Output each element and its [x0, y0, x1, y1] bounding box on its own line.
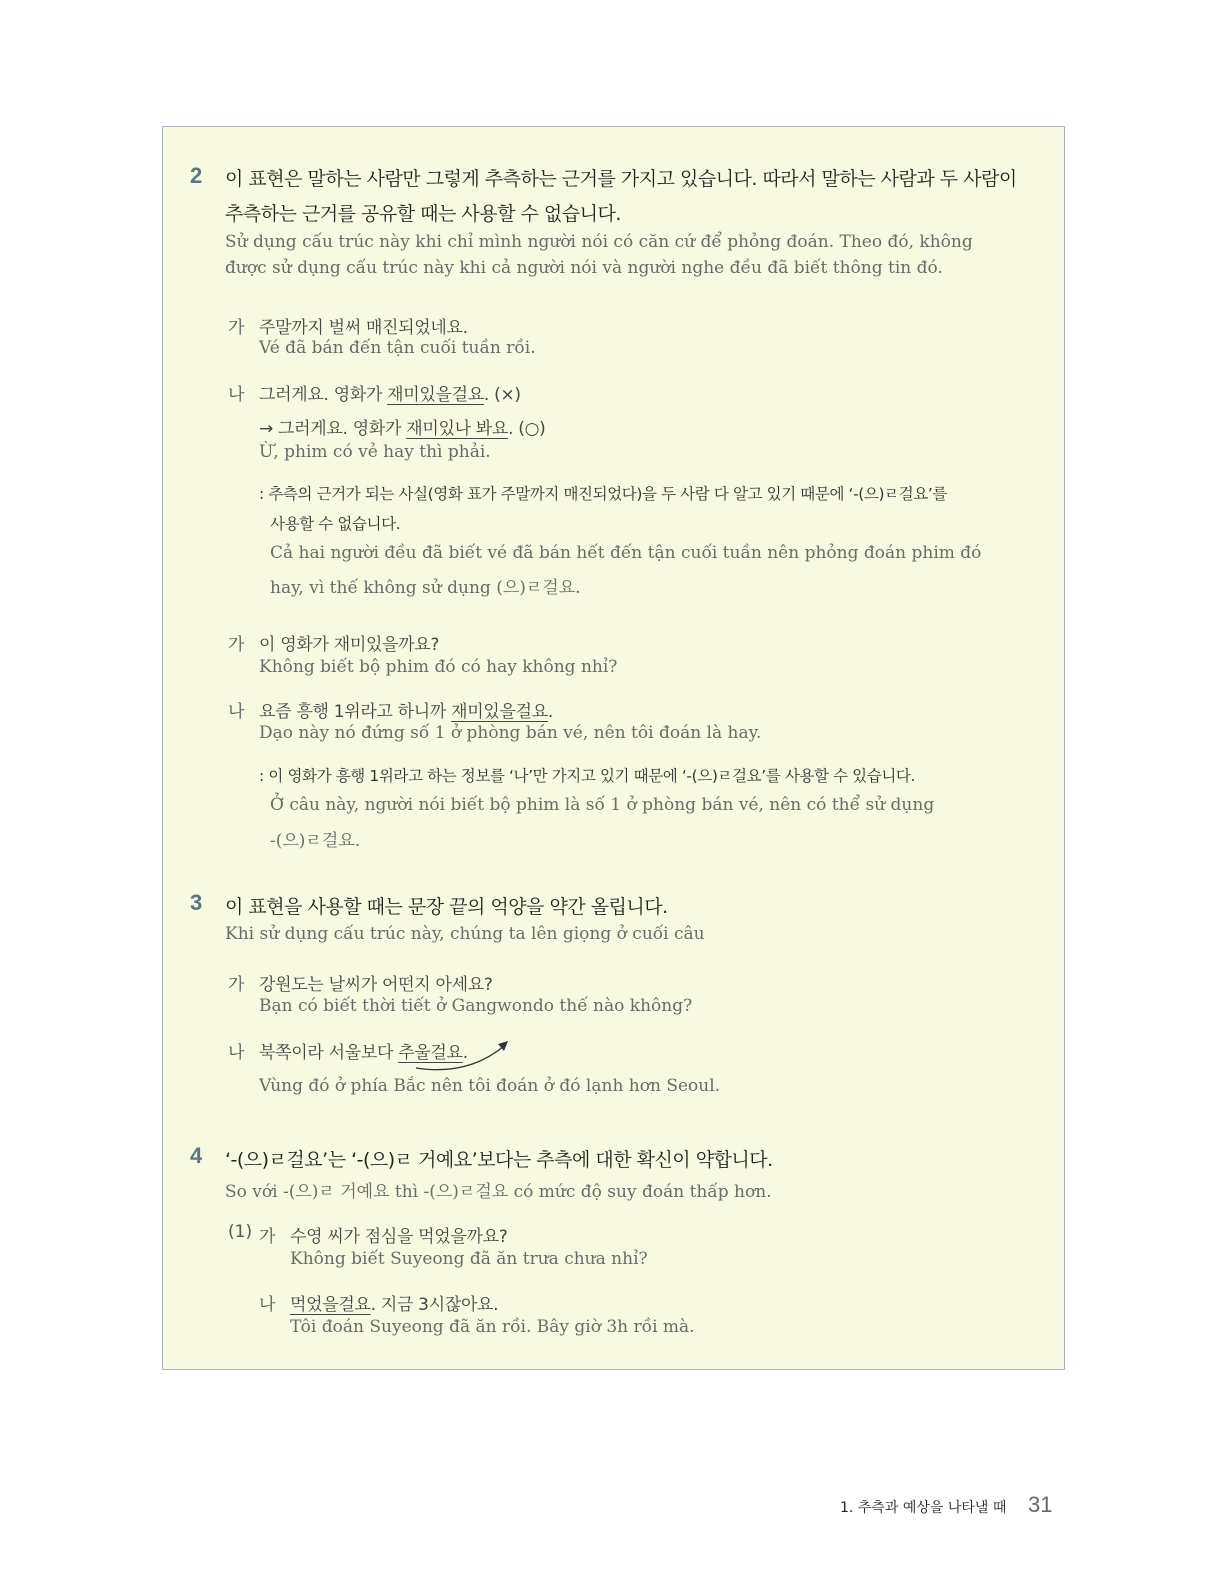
example-korean: 이 영화가 재미있을까요?: [259, 635, 440, 655]
example-korean: 수영 씨가 점심을 먹었을까요?: [290, 1227, 508, 1247]
speaker-mark: 나: [228, 1043, 245, 1063]
underlined-expression: 먹었을걸요: [290, 1295, 371, 1315]
example-label: (1): [228, 1222, 253, 1242]
section-heading: 이 표현을 사용할 때는 문장 끝의 억양을 약간 올립니다.: [225, 896, 668, 918]
underlined-expression: 추울걸요: [398, 1043, 463, 1063]
example-korean-correction: → 그러게요. 영화가 재미있나 봐요. (○): [259, 419, 546, 439]
example-translation: Không biết Suyeong đã ăn trưa chưa nhỉ?: [290, 1249, 648, 1269]
example-translation: Dạo này nó đứng số 1 ở phòng bán vé, nên tôi đoán là hay.: [259, 723, 762, 743]
rising-intonation-arrow-icon: [408, 1036, 518, 1076]
note-korean: : 이 영화가 흥행 1위라고 하는 정보를 ‘나’만 가지고 있기 때문에 ‘-(으)ㄹ걸요’를 사용할 수 있습니다.: [259, 767, 915, 785]
example-korean: 북쪽이라 서울보다 추울걸요.: [259, 1043, 468, 1063]
example-translation: Không biết bộ phim đó có hay không nhỉ?: [259, 657, 618, 677]
speaker-mark: 나: [228, 385, 245, 405]
example-korean: 주말까지 벌써 매진되었네요.: [259, 318, 468, 338]
translation: So với -(으)ㄹ 거예요 thì -(으)ㄹ걸요 có mức độ suy đoán thấp hơn.: [225, 1182, 772, 1202]
note-translation: Cả hai người đều đã biết vé đã bán hết đến tận cuối tuần nên phỏng đoán phim đó: [270, 543, 982, 563]
speaker-mark: 나: [228, 702, 245, 722]
underlined-expression: 재미있을걸요: [387, 385, 484, 405]
underlined-expression: 재미있나 봐요: [406, 419, 509, 439]
example-translation: Vé đã bán đến tận cuối tuần rồi.: [259, 338, 536, 358]
section-number: 2: [190, 163, 203, 188]
page-number: 31: [1028, 1492, 1053, 1517]
example-korean: 요즘 흥행 1위라고 하니까 재미있을걸요.: [259, 702, 553, 722]
section-number: 4: [190, 1143, 203, 1168]
example-translation: Bạn có biết thời tiết ở Gangwondo thế nào không?: [259, 996, 693, 1016]
speaker-mark: 가: [259, 1227, 276, 1247]
example-korean: 그러게요. 영화가 재미있을걸요. (×): [259, 385, 521, 405]
underlined-expression: 재미있을걸요: [451, 702, 548, 722]
example-translation: Vùng đó ở phía Bắc nên tôi đoán ở đó lạnh hơn Seoul.: [259, 1076, 721, 1096]
note-korean: : 추측의 근거가 되는 사실(영화 표가 주말까지 매진되었다)을 두 사람 다 알고 있기 때문에 ‘-(으)ㄹ걸요’를: [259, 485, 947, 503]
note-korean: 사용할 수 없습니다.: [270, 515, 401, 533]
speaker-mark: 가: [228, 975, 245, 995]
section-number: 3: [190, 890, 203, 915]
speaker-mark: 가: [228, 318, 245, 338]
translation: Sử dụng cấu trúc này khi chỉ mình người nói có căn cứ để phỏng đoán. Theo đó, không: [225, 232, 973, 252]
note-translation: hay, vì thế không sử dụng (으)ㄹ걸요.: [270, 578, 581, 598]
note-translation: -(으)ㄹ걸요.: [270, 831, 361, 851]
example-korean: 먹었을걸요. 지금 3시잖아요.: [290, 1295, 499, 1315]
example-translation: Tôi đoán Suyeong đã ăn rồi. Bây giờ 3h rồi mà.: [290, 1317, 695, 1337]
speaker-mark: 가: [228, 635, 245, 655]
section-heading: 이 표현은 말하는 사람만 그렇게 추측하는 근거를 가지고 있습니다. 따라서 말하는 사람과 두 사람이: [225, 168, 1017, 190]
section-heading: 추측하는 근거를 공유할 때는 사용할 수 없습니다.: [225, 203, 621, 225]
example-translation: Ừ, phim có vẻ hay thì phải.: [259, 442, 491, 462]
note-translation: Ở câu này, người nói biết bộ phim là số 1 ở phòng bán vé, nên có thể sử dụng: [270, 795, 935, 815]
chapter-title: 1. 추측과 예상을 나타낼 때: [840, 1500, 1007, 1516]
speaker-mark: 나: [259, 1295, 276, 1315]
section-heading: ‘-(으)ㄹ걸요’는 ‘-(으)ㄹ 거예요’보다는 추측에 대한 확신이 약합니다.: [225, 1149, 773, 1171]
translation: Khi sử dụng cấu trúc này, chúng ta lên giọng ở cuối câu: [225, 924, 705, 944]
translation: được sử dụng cấu trúc này khi cả người nói và người nghe đều đã biết thông tin đó.: [225, 258, 943, 278]
example-korean: 강원도는 날씨가 어떤지 아세요?: [259, 975, 493, 995]
